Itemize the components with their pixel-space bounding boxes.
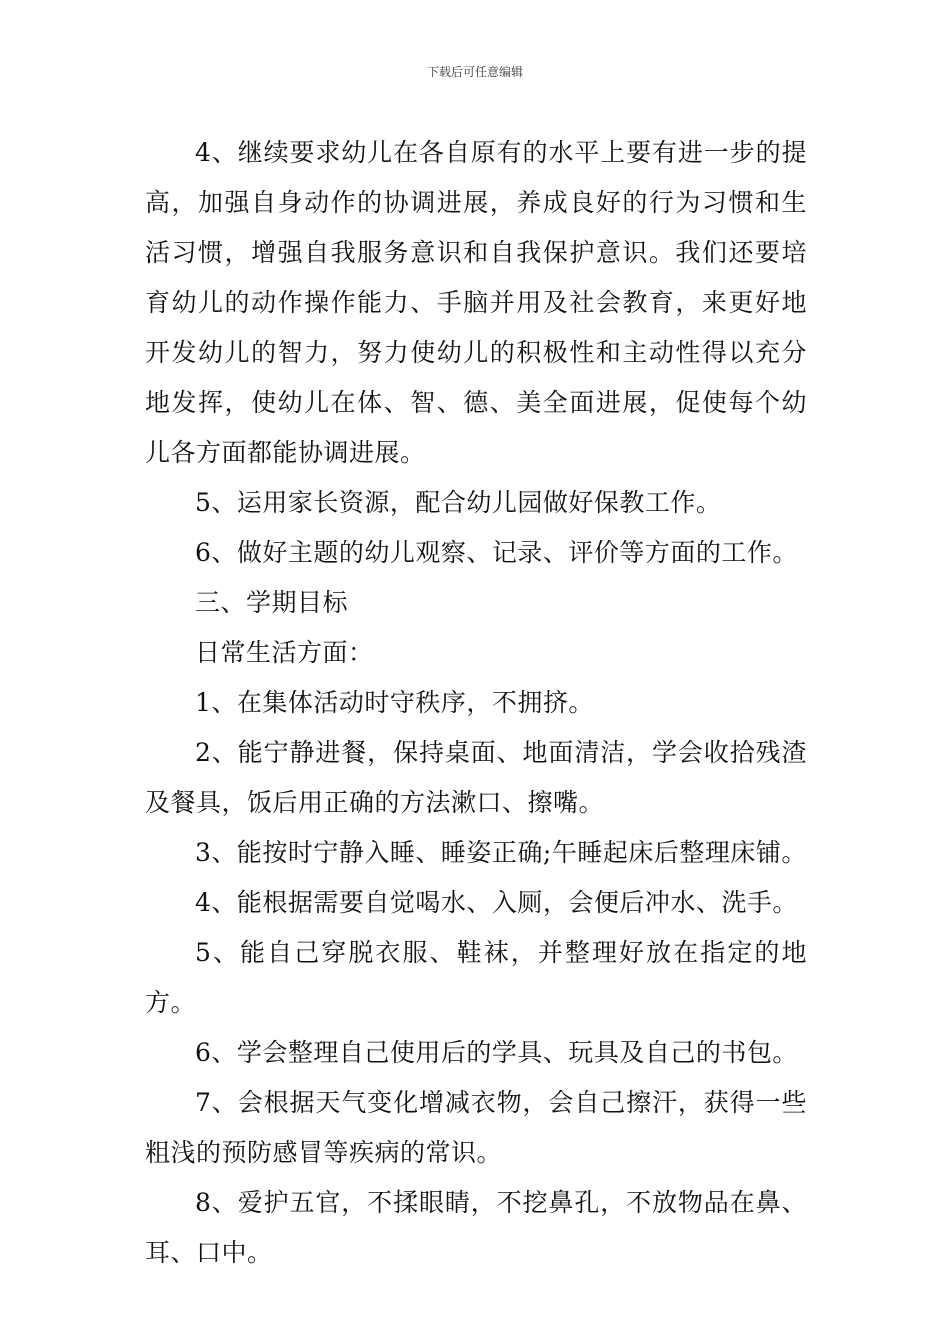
page-header-note: 下载后可任意编辑 [426, 65, 523, 79]
goal-item-8: 8、爱护五官，不揉眼睛，不挖鼻孔，不放物品在鼻、耳、口中。 [145, 1188, 807, 1267]
goal-item-5: 5、能自己穿脱衣服、鞋袜，并整理好放在指定的地方。 [145, 938, 807, 1017]
paragraph-item-5-parent-resources: 5、运用家长资源，配合幼儿园做好保教工作。 [195, 488, 722, 517]
goal-item-3: 3、能按时宁静入睡、睡姿正确;午睡起床后整理床铺。 [195, 838, 807, 867]
subheading-daily-life: 日常生活方面： [195, 638, 374, 667]
goal-item-7: 7、会根据天气变化增减衣物，会自己擦汗，获得一些粗浅的预防感冒等疾病的常识。 [145, 1088, 807, 1167]
goal-item-1: 1、在集体活动时守秩序，不拥挤。 [195, 688, 594, 717]
document-body [145, 128, 807, 1278]
paragraph-item-4-continue-requirements: 4、继续要求幼儿在各自原有的水平上要有进一步的提高，加强自身动作的协调进展，养成良好的行为习惯和生活习惯，增强自我服务意识和自我保护意识。我们还要培育幼儿的动作操作能力、手脑并用及社会教育，来更好地开发幼儿的智力，努力使幼儿的积极性和主动性得以充分地发挥，使幼儿在体、智、德、美全面进展，促使每个幼儿各方面都能协调进展。 [145, 138, 807, 467]
paragraph-item-6-observation-records: 6、做好主题的幼儿观察、记录、评价等方面的工作。 [195, 538, 798, 567]
goal-item-4: 4、能根据需要自觉喝水、入厕，会便后冲水、洗手。 [195, 888, 798, 917]
section-heading-semester-goals: 三、学期目标 [195, 588, 349, 617]
goal-item-2: 2、能宁静进餐，保持桌面、地面清洁，学会收拾残渣及餐具，饭后用正确的方法漱口、擦嘴。 [145, 738, 807, 817]
goal-item-6: 6、学会整理自己使用后的学具、玩具及自己的书包。 [195, 1038, 798, 1067]
